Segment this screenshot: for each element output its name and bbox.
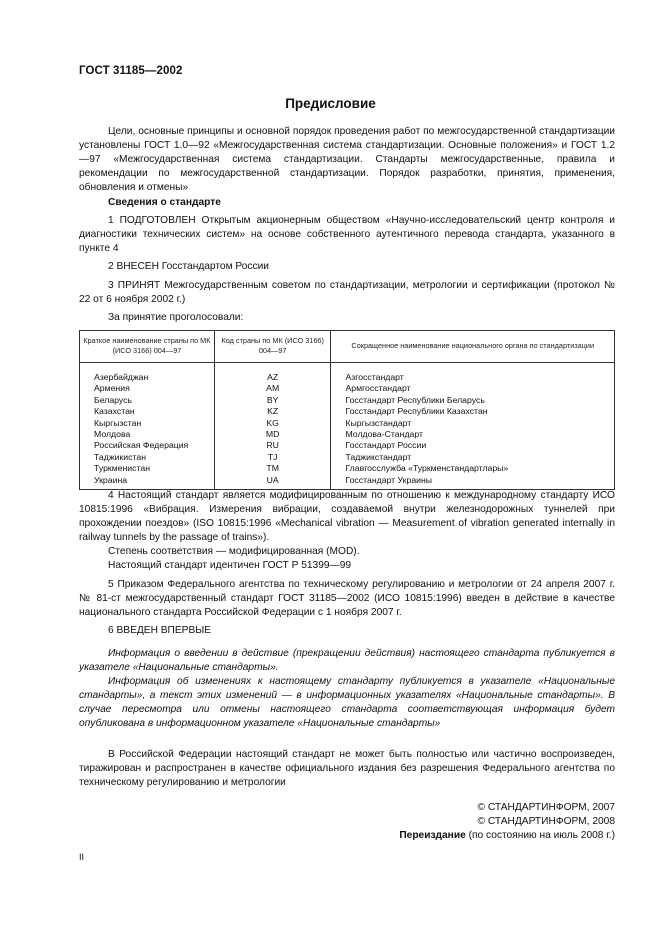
table-row — [80, 452, 615, 463]
code-cell: KG — [214, 418, 331, 429]
organ-cell: Госстандарт Республики Беларусь — [331, 395, 615, 406]
item-4-paragraph: 4 Настоящий стандарт является модифицированным по отношению к международному стандарту ИСО 10815:1996 «Вибрация. Измерения вибрации, создаваемой внутри железнодорожных туннелей при прохождении поездов» (ISO 10815:1996 «Mechanical vibration — Measurement of vibration generated internally in railway tunnels by the passage of trains»). — [79, 490, 615, 543]
item-3-paragraph: 3 ПРИНЯТ Межгосударственным советом по стандартизации, метрологии и сертификации (протокол № 22 от 6 ноября 2002 г.) — [79, 280, 615, 305]
reissue-line — [79, 829, 615, 843]
code-cell: UA — [214, 475, 331, 490]
document-header: ГОСТ 31185—2002 — [79, 65, 183, 77]
table-row — [80, 383, 615, 394]
organ-cell: Таджикстандарт — [331, 452, 615, 463]
vote-intro: За принятие проголосовали: — [108, 312, 244, 323]
table-header-row — [80, 331, 615, 363]
organ-cell: Госстандарт Украины — [331, 475, 615, 490]
country-cell: Туркменистан — [80, 463, 215, 474]
item-2-paragraph: 2 ВНЕСЕН Госстандартом России — [108, 261, 269, 272]
copyright-2008: © СТАНДАРТИНФОРМ, 2008 — [477, 816, 615, 827]
code-cell: MD — [214, 429, 331, 440]
code-cell: BY — [214, 395, 331, 406]
table-row — [80, 463, 615, 474]
country-cell: Российская Федерация — [80, 440, 215, 451]
countries-table — [79, 330, 615, 490]
page-title: Предисловие — [285, 96, 376, 111]
code-cell: KZ — [214, 406, 331, 417]
country-cell: Украина — [80, 475, 215, 490]
country-cell: Кыргызстан — [80, 418, 215, 429]
organ-cell: Молдова-Стандарт — [331, 429, 615, 440]
copyright-2007: © СТАНДАРТИНФОРМ, 2007 — [477, 802, 615, 813]
country-cell: Беларусь — [80, 395, 215, 406]
item-1-paragraph: 1 ПОДГОТОВЛЕН Открытым акционерным обществом «Научно-исследовательский центр контроля и диагностики технических систем» на основе собственного аутентичного перевода стандарта, указанного в пункте 4 — [79, 215, 615, 254]
organ-cell: Азгосстандарт — [331, 363, 615, 384]
notice-changes-paragraph: Информация об изменениях к настоящему стандарту публикуется в указателе «Национальные стандарты», а текст этих изменений — в информационных указателях «Национальные стандарты». В случае пересмотра или отмены настоящего стандарта соответствующая информация будет опубликована в информационном указателе «Национальные стандарты» — [79, 676, 615, 729]
code-cell: AZ — [214, 363, 331, 384]
country-cell: Армения — [80, 383, 215, 394]
intro-paragraph: Цели, основные принципы и основной порядок проведения работ по межгосударственной стандартизации установлены ГОСТ 1.0—92 «Межгосударственная система стандартизации. Основные положения» и ГОСТ 1.2—97 «Межгосударственная система стандартизации. Стандарты межгосударственные, правила и рекомендации по межгосударственной стандартизации. Порядок разработки, принятия, применения, обновления и отмены» — [79, 126, 615, 193]
organ-cell: Госстандарт России — [331, 440, 615, 451]
table-row — [80, 418, 615, 429]
table-row — [80, 429, 615, 440]
code-cell: RU — [214, 440, 331, 451]
table-row — [80, 475, 615, 490]
header-organ: Сокращенное наименование национального органа по стандартизации — [331, 331, 615, 363]
country-cell: Казахстан — [80, 406, 215, 417]
organ-cell: Главгосслужба «Туркменстандартлары» — [331, 463, 615, 474]
item-4-identical: Настоящий стандарт идентичен ГОСТ Р 51399—99 — [108, 560, 352, 571]
info-heading: Сведения о стандарте — [108, 197, 221, 208]
country-cell: Молдова — [80, 429, 215, 440]
reissue-label: Переиздание — [399, 830, 466, 841]
organ-cell: Кыргызстандарт — [331, 418, 615, 429]
table-row — [80, 363, 615, 384]
code-cell: AM — [214, 383, 331, 394]
country-cell: Таджикистан — [80, 452, 215, 463]
item-4-degree: Степень соответствия — модифицированная (MOD). — [108, 546, 360, 557]
header-code: Код страны по МК (ИСО 3166) 004—97 — [214, 331, 331, 363]
reissue-date: (по состоянию на июль 2008 г.) — [465, 830, 615, 841]
organ-cell: Госстандарт Республики Казахстан — [331, 406, 615, 417]
page-number: II — [79, 852, 85, 862]
country-cell: Азербайджан — [80, 363, 215, 384]
code-cell: TJ — [214, 452, 331, 463]
notice-introduction-paragraph: Информация о введении в действие (прекращении действия) настоящего стандарта публикуется в указателе «Национальные стандарты». — [79, 648, 615, 673]
table-row — [80, 406, 615, 417]
organ-cell: Армгосстандарт — [331, 383, 615, 394]
table-row — [80, 440, 615, 451]
table-row — [80, 395, 615, 406]
code-cell: TM — [214, 463, 331, 474]
item-6-paragraph: 6 ВВЕДЕН ВПЕРВЫЕ — [108, 625, 212, 636]
copyright-paragraph: В Российской Федерации настоящий стандарт не может быть полностью или частично воспроизведен, тиражирован и распространен в качестве официального издания без разрешения Федерального агентства по техническому регулированию и метрологии — [79, 749, 615, 788]
item-5-paragraph: 5 Приказом Федерального агентства по техническому регулированию и метрологии от 24 апреля 2007 г. № 81-ст межгосударственный стандарт ГОСТ 31185—2002 (ИСО 10815:1996) введен в действие в качестве национального стандарта Российской Федерации с 1 ноября 2007 г. — [79, 579, 615, 618]
header-country: Краткое наименование страны по МК (ИСО 3166) 004—97 — [80, 331, 215, 363]
